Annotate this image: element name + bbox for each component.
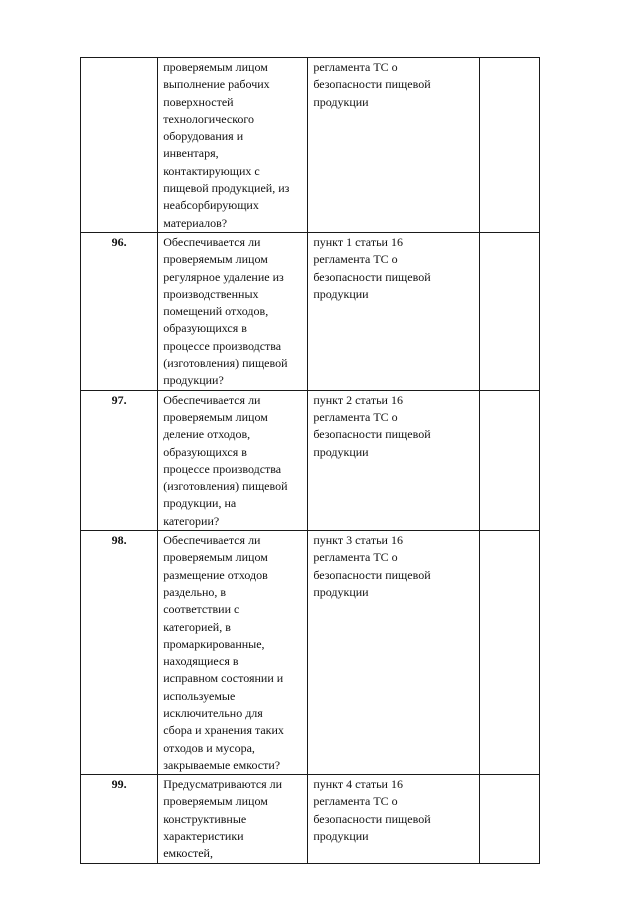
reference-cell (308, 390, 480, 530)
row-number: 99. (81, 775, 158, 863)
requirements-checklist-table (80, 57, 540, 864)
note-cell (479, 775, 539, 863)
row-number: 98. (81, 531, 158, 775)
reference-cell (308, 531, 480, 775)
question-text: Предусматриваются ли проверяемым лицом конструктивные характеристики емкостей, (163, 777, 283, 861)
reference-cell (308, 58, 480, 233)
note-cell (479, 232, 539, 390)
reference-text: пункт 2 статьи 16 регламента ТС о безопасности пищевой продукции (313, 392, 431, 459)
question-text: проверяемым лицом выполнение рабочих поверхностей технологического оборудования и инвентаря, контактирующих с пищевой продукцией, из неабсорбирующих материалов? (163, 60, 290, 230)
question-text: Обеспечивается ли проверяемым лицом размещение отходов раздельно, в соответствии с категорией, в промаркированные, находящиеся в исправном состоянии и используемые исключительно для сбора и хранения таких отходов и мусора, закрываемые емкости? (163, 533, 284, 772)
question-text: Обеспечивается ли проверяемым лицом деление отходов, образующихся в процессе производства (изготовления) пищевой продукции, на категории? (163, 392, 288, 528)
row-number (81, 58, 158, 233)
question-cell (158, 775, 308, 863)
reference-cell (308, 775, 480, 863)
table-row (81, 390, 540, 530)
note-cell (479, 390, 539, 530)
reference-text: пункт 3 статьи 16 регламента ТС о безопасности пищевой продукции (313, 533, 431, 599)
question-text: Обеспечивается ли проверяемым лицом регулярное удаление из производственных помещений отходов, образующихся в процессе производства (изготовления) пищевой продукции? (163, 234, 288, 388)
question-cell (158, 390, 308, 530)
table-row (81, 58, 540, 233)
question-cell (158, 232, 308, 390)
table-row (81, 775, 540, 863)
row-number: 97. (81, 390, 158, 530)
reference-text: регламента ТС о безопасности пищевой продукции (313, 60, 431, 109)
reference-text: пункт 1 статьи 16 регламента ТС о безопасности пищевой продукции (313, 234, 431, 301)
table-row (81, 232, 540, 390)
question-cell (158, 531, 308, 775)
row-number: 96. (81, 232, 158, 390)
reference-cell (308, 232, 480, 390)
reference-text: пункт 4 статьи 16 регламента ТС о безопасности пищевой продукции (313, 777, 431, 844)
note-cell (479, 531, 539, 775)
question-cell (158, 58, 308, 233)
table-row (81, 531, 540, 775)
note-cell (479, 58, 539, 233)
